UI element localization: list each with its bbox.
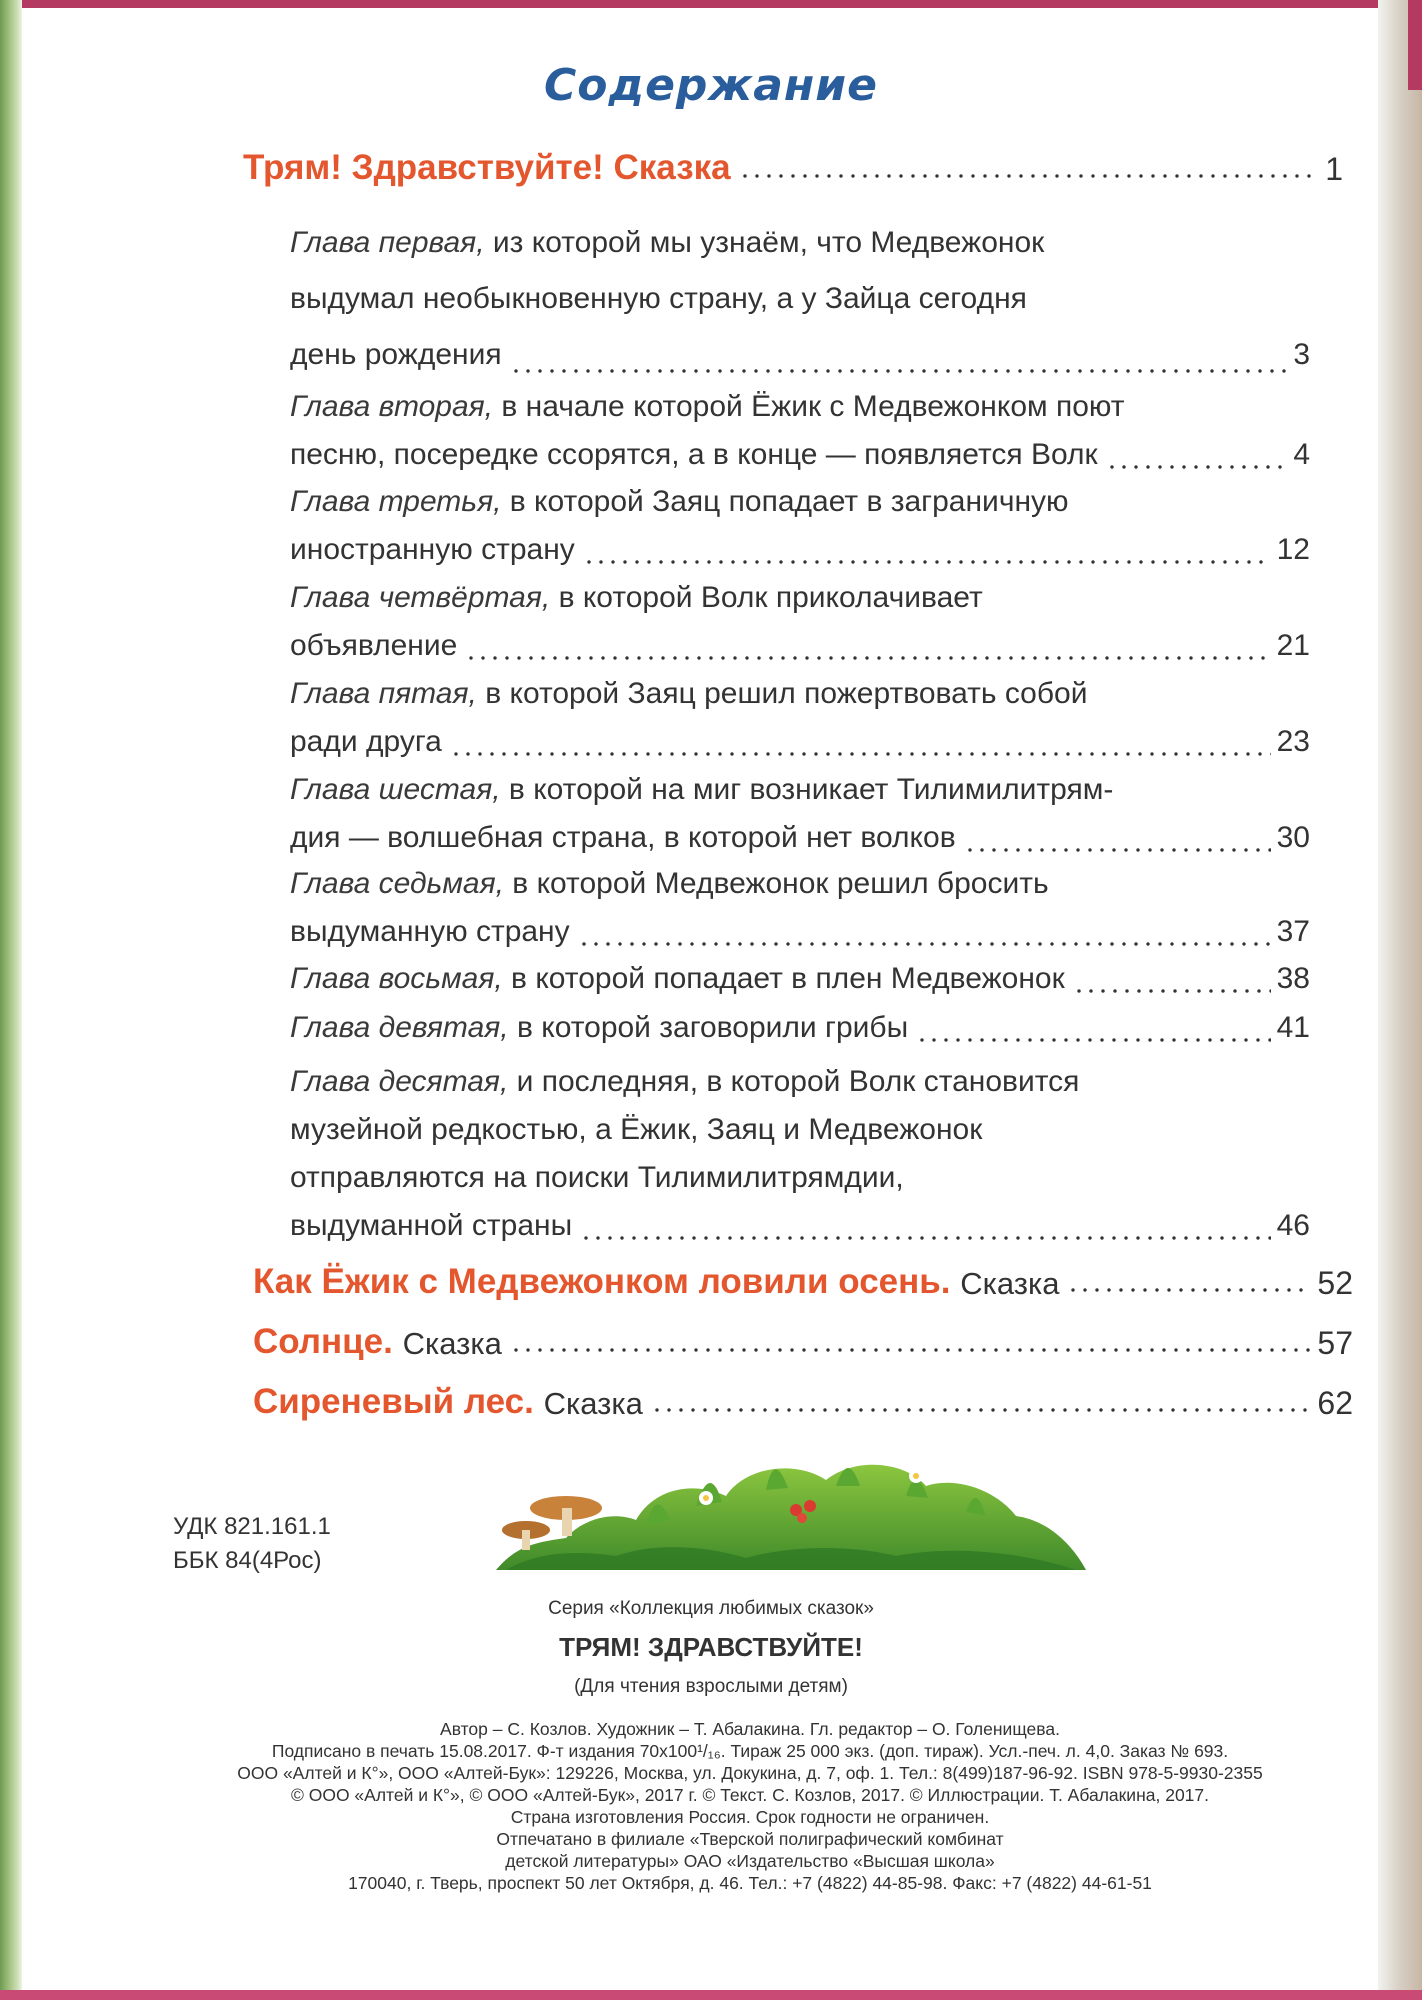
- toc-page-number: 37: [1276, 915, 1310, 948]
- imprint-line: детской литературы» ОАО «Издательство «Высшая школа»: [505, 1851, 995, 1871]
- imprint-line: 170040, г. Тверь, проспект 50 лет Октября, д. 46. Тел.: +7 (4822) 44-85-98. Факс: +7 (4822) 44-61-51: [348, 1873, 1152, 1893]
- chapter-text: дия — волшебная страна, в которой нет волков: [290, 821, 956, 854]
- imprint-line: Подписано в печать 15.08.2017. Ф-т издания 70х100¹/₁₆. Тираж 25 000 экз. (доп. тираж). Усл.-печ. л. 4,0. Заказ № 693.: [271, 1741, 1229, 1761]
- toc-main-entry: [243, 148, 1343, 188]
- chapter-text: выдумал необыкновенную страну, а у Зайца сегодня: [290, 282, 1027, 315]
- imprint-line: Отпечатано в филиале «Тверской полиграфический комбинат: [496, 1829, 1004, 1849]
- toc-chapter: [290, 1058, 1310, 1250]
- toc-entry-title: Трям! Здравствуйте! Сказка: [243, 148, 731, 187]
- toc-page-number: 4: [1293, 438, 1310, 471]
- toc-entry-subtitle: Сказка: [543, 1386, 643, 1421]
- dot-leader: [465, 655, 1270, 661]
- page-edge-right: [1378, 0, 1422, 2000]
- grass-illustration: [496, 1446, 1086, 1570]
- chapter-label: Глава десятая,: [290, 1065, 509, 1098]
- audience-note: (Для чтения взрослыми детям): [574, 1676, 848, 1697]
- imprint-line: Страна изготовления Россия. Срок годности не ограничен.: [510, 1807, 990, 1827]
- toc-page-number: 57: [1317, 1325, 1353, 1361]
- dot-leader: [739, 173, 1320, 179]
- imprint-line: © ООО «Алтей и К°», © ООО «Алтей-Бук», 2017 г. © Текст. С. Козлов, 2017. © Иллюстрации. Т. Абалакина, 2017.: [290, 1785, 1210, 1805]
- toc-chapter: [290, 955, 1310, 1003]
- toc-page-number: 12: [1276, 533, 1310, 566]
- toc-entry-title: Как Ёжик с Медвежонком ловили осень.: [253, 1262, 951, 1301]
- book-title: ТРЯМ! ЗДРАВСТВУЙТЕ!: [559, 1632, 863, 1662]
- toc-chapter: [290, 478, 1310, 574]
- chapter-text: отправляются на поиски Тилимилитрямдии,: [290, 1161, 904, 1194]
- toc-page-number: 41: [1276, 1011, 1310, 1044]
- chapter-text: иностранную страну: [290, 533, 575, 566]
- toc-main-entry: [253, 1262, 1353, 1302]
- page-edge-top: [0, 0, 1422, 8]
- toc-entry-subtitle: Сказка: [402, 1326, 502, 1361]
- toc-page-number: 3: [1293, 338, 1310, 371]
- chapter-text: песню, посередке ссорятся, а в конце — появляется Волк: [290, 438, 1098, 471]
- toc-chapter: [290, 383, 1310, 479]
- chapter-text: в начале которой Ёжик с Медвежонком поют: [501, 390, 1125, 423]
- chapter-text: в которой попадает в плен Медвежонок: [511, 962, 1065, 995]
- chapter-text: выдуманной страны: [290, 1209, 573, 1242]
- classification-block: [173, 1510, 331, 1578]
- chapter-text: ради друга: [290, 725, 442, 758]
- chapter-label: Глава восьмая,: [290, 962, 503, 995]
- page-title: Содержание: [544, 60, 878, 111]
- chapter-label: Глава третья,: [290, 485, 502, 518]
- toc-chapter: [290, 860, 1310, 956]
- dot-leader: [580, 1235, 1270, 1241]
- toc-chapter: [290, 215, 1310, 383]
- dot-leader: [1106, 464, 1288, 470]
- dot-leader: [916, 1037, 1270, 1043]
- chapter-text: день рождения: [290, 338, 502, 371]
- chapter-text: в которой на миг возникает Тилимилитрям-: [508, 773, 1114, 806]
- toc-page-number: 21: [1276, 629, 1310, 662]
- toc-page-number: 30: [1276, 821, 1310, 854]
- toc-chapter: [290, 1004, 1310, 1052]
- toc-chapter: [290, 670, 1310, 766]
- toc-main-entry: [253, 1322, 1353, 1362]
- dot-leader: [510, 368, 1288, 374]
- udk-code: УДК 821.161.1: [173, 1513, 331, 1540]
- dot-leader: [578, 941, 1271, 947]
- toc-page-number: 52: [1317, 1265, 1353, 1301]
- imprint-block: [150, 1718, 1350, 1894]
- imprint-line: ООО «Алтей и К°», ООО «Алтей-Бук»: 129226, Москва, ул. Докукина, д. 7, оф. 1. Тел.: 8(499)187-96-92. ISBN 978-5-9930-2355: [237, 1763, 1263, 1783]
- bbk-code: ББК 84(4Рос): [173, 1547, 322, 1574]
- chapter-text: музейной редкостью, а Ёжик, Заяц и Медвежонок: [290, 1113, 983, 1146]
- toc-page-number: 46: [1276, 1209, 1310, 1242]
- chapter-text: в которой Медвежонок решил бросить: [512, 867, 1049, 900]
- toc-page-number: 1: [1325, 151, 1343, 187]
- chapter-text: в которой заговорили грибы: [516, 1011, 909, 1044]
- chapter-label: Глава вторая,: [290, 390, 494, 423]
- toc-entry-subtitle: Сказка: [960, 1266, 1060, 1301]
- chapter-text: в которой Заяц попадает в заграничную: [509, 485, 1069, 518]
- chapter-text: и последняя, в которой Волк становится: [516, 1065, 1080, 1098]
- dot-leader: [651, 1407, 1312, 1413]
- imprint-line: Автор – С. Козлов. Художник – Т. Абалакина. Гл. редактор – О. Голенищева.: [440, 1719, 1060, 1739]
- chapter-text: в которой Волк приколачивает: [558, 581, 983, 614]
- toc-page-number: 62: [1317, 1385, 1353, 1421]
- chapter-label: Глава седьмая,: [290, 867, 504, 900]
- toc-entry-title: Солнце.: [253, 1322, 393, 1361]
- toc-page-number: 23: [1276, 725, 1310, 758]
- chapter-text: из которой мы узнаём, что Медвежонок: [492, 226, 1045, 259]
- chapter-text: выдуманную страну: [290, 915, 570, 948]
- chapter-text: в которой Заяц решил пожертвовать собой: [485, 677, 1088, 710]
- toc-page-number: 38: [1276, 962, 1310, 995]
- page-edge-left: [0, 0, 22, 2000]
- chapter-label: Глава шестая,: [290, 773, 501, 806]
- chapter-label: Глава пятая,: [290, 677, 477, 710]
- dot-leader: [450, 751, 1271, 757]
- series-name: Серия «Коллекция любимых сказок»: [548, 1598, 874, 1619]
- chapter-label: Глава четвёртая,: [290, 581, 551, 614]
- chapter-label: Глава первая,: [290, 226, 485, 259]
- page-edge-bottom: [0, 1990, 1422, 2000]
- toc-chapter: [290, 766, 1310, 862]
- toc-entry-title: Сиреневый лес.: [253, 1382, 534, 1421]
- toc-main-entry: [253, 1382, 1353, 1422]
- dot-leader: [964, 847, 1271, 853]
- dot-leader: [583, 559, 1271, 565]
- dot-leader: [510, 1347, 1312, 1353]
- toc-chapter: [290, 574, 1310, 670]
- dot-leader: [1067, 1287, 1311, 1293]
- chapter-label: Глава девятая,: [290, 1011, 509, 1044]
- dot-leader: [1073, 988, 1271, 994]
- chapter-text: объявление: [290, 629, 458, 662]
